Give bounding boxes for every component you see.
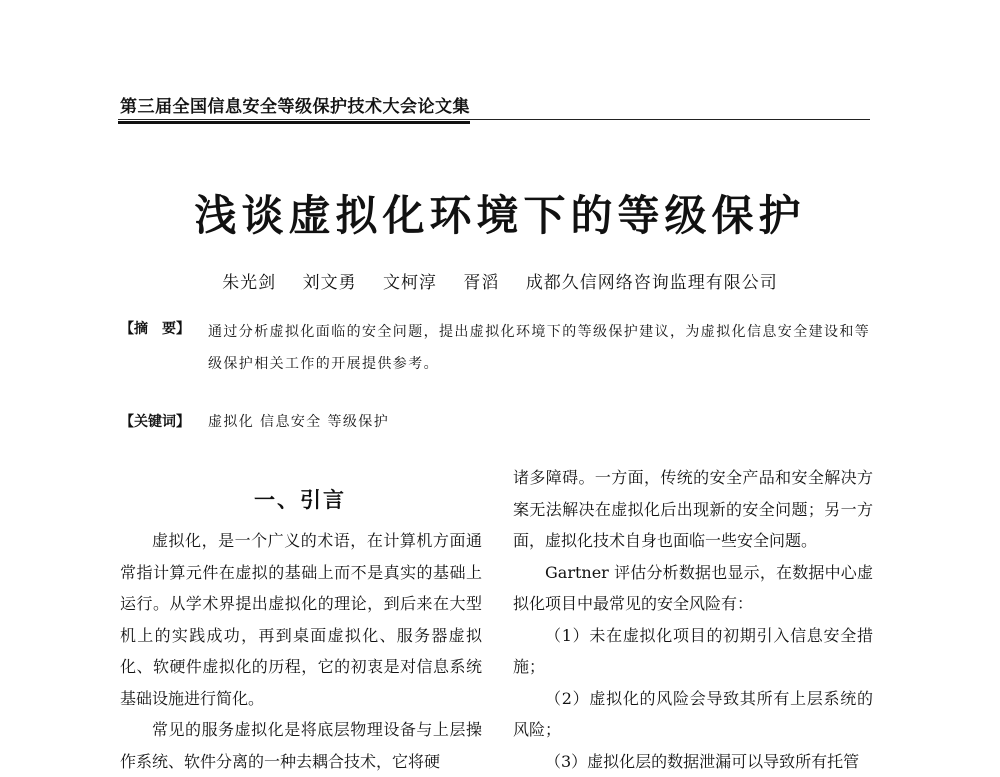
list-item: （1）未在虚拟化项目的初期引入信息安全措施； [513, 620, 873, 683]
author-name: 刘文勇 [303, 273, 357, 293]
author-affiliation: 成都久信网络咨询监理有限公司 [526, 273, 778, 293]
paper-title: 浅谈虚拟化环境下的等级保护 [0, 183, 1000, 243]
author-name: 朱光剑 [222, 273, 276, 293]
body-paragraph: 虚拟化，是一个广义的术语，在计算机方面通常指计算元件在虚拟的基础上而不是真实的基础上运行。从学术界提出虚拟化的理论，到后来在大型机上的实践成功，再到桌面虚拟化、服务器虚拟化、软硬件虚拟化的历程，它的初衷是对信息系统基础设施进行简化。 [120, 525, 482, 714]
body-paragraph: 常见的服务虚拟化是将底层物理设备与上层操作系统、软件分离的一种去耦合技术，它将硬 [120, 714, 482, 777]
body-paragraph: 诸多障碍。一方面，传统的安全产品和安全解决方案无法解决在虚拟化后出现新的安全问题；另一方面，虚拟化技术自身也面临一些安全问题。 [513, 462, 873, 557]
header-rule-thick [118, 121, 470, 124]
header-rule-thin [118, 119, 870, 120]
running-header: 第三届全国信息安全等级保护技术大会论文集 [120, 92, 470, 117]
body-paragraph: Gartner 评估分析数据也显示，在数据中心虚拟化项目中最常见的安全风险有： [513, 557, 873, 620]
list-item: （3）虚拟化层的数据泄漏可以导致所有托管 [513, 746, 873, 777]
section-heading: 一、引言 [120, 484, 480, 514]
abstract-label: 【摘 要】 [120, 318, 190, 338]
author-name: 文柯淳 [383, 273, 437, 293]
abstract-text: 通过分析虚拟化面临的安全问题，提出虚拟化环境下的等级保护建议，为虚拟化信息安全建设和等级保护相关工作的开展提供参考。 [208, 316, 872, 380]
author-line [0, 268, 1000, 293]
keywords-label: 【关键词】 [120, 411, 190, 431]
list-item: （2）虚拟化的风险会导致其所有上层系统的风险； [513, 683, 873, 746]
right-column [513, 462, 873, 777]
left-column [120, 525, 482, 777]
keywords-text: 虚拟化 信息安全 等级保护 [208, 411, 389, 431]
author-name: 胥滔 [463, 273, 499, 293]
